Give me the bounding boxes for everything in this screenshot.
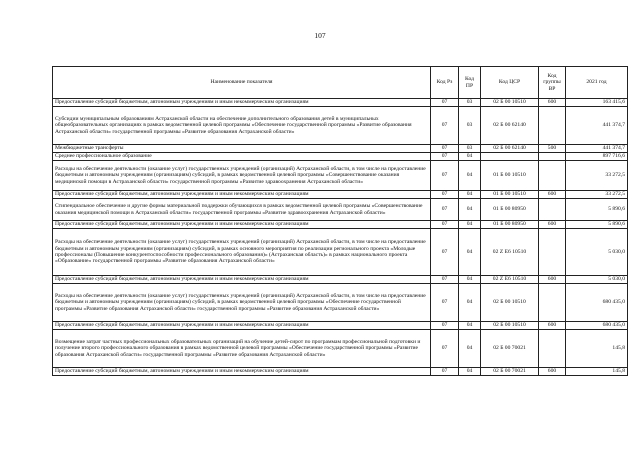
row-pr: 04: [459, 199, 481, 221]
table-row: [53, 221, 628, 229]
row-csr: [481, 153, 539, 161]
table-row: [53, 161, 628, 191]
header-rz: Код Рз: [431, 67, 459, 99]
row-rz: 07: [431, 322, 459, 330]
row-csr: 02 Б 00 62140: [481, 107, 539, 145]
row-vr: [539, 161, 566, 191]
row-amount: 145,8: [566, 368, 628, 376]
row-vr: 600: [539, 191, 566, 199]
header-name: Наименование показателя: [53, 67, 431, 99]
row-amount: 5 030,0: [566, 229, 628, 276]
table-row: [53, 199, 628, 221]
row-rz: 07: [431, 284, 459, 322]
row-csr: 02 Б 00 62140: [481, 145, 539, 153]
row-csr: 01 Б 00 10510: [481, 191, 539, 199]
row-vr: [539, 153, 566, 161]
row-name: Субсидии муниципальным образованиям Астраханской области на обеспечение дополнительного образования детей в муниципальных общеобразовательных организациях в рамках ведомственной целевой программы «Обеспечение государственной программы «Развитие образования Астраханской области» государственной программы «Развитие образования Астраханской области»: [53, 107, 431, 145]
row-amount: 680 435,0: [566, 284, 628, 322]
row-rz: 07: [431, 145, 459, 153]
table-row: [53, 368, 628, 376]
row-csr: 01 Б 00 10510: [481, 161, 539, 191]
row-vr: 600: [539, 276, 566, 284]
row-vr: [539, 330, 566, 368]
row-pr: 04: [459, 330, 481, 368]
row-csr: 02 Б 00 10510: [481, 99, 539, 107]
row-vr: [539, 229, 566, 276]
page-number: 107: [314, 31, 326, 40]
row-name: Предоставление субсидий бюджетным, автономным учреждениям и иным некоммерческим организациям: [53, 191, 431, 199]
row-amount: 163 415,6: [566, 99, 628, 107]
row-vr: [539, 199, 566, 221]
row-csr: 02 Б 00 70021: [481, 330, 539, 368]
row-pr: 04: [459, 284, 481, 322]
row-pr: 04: [459, 221, 481, 229]
row-name: Предоставление субсидий бюджетным, автономным учреждениям и иным некоммерческим организациям: [53, 99, 431, 107]
table-row: [53, 145, 628, 153]
row-name: Расходы на обеспечение деятельности (оказание услуг) государственных учреждений (организаций) Астраханской области, в том числе на предоставление бюджетным и автономным учреждениям (организациям) субсидий, в рамках ведомственной целевой программы «Совершенствование оказания медицинской помощи в Астраханской области» государственной программы «Развитие здравоохранения Астраханской области»: [53, 161, 431, 191]
table-row: [53, 229, 628, 276]
row-pr: 04: [459, 229, 481, 276]
row-vr: [539, 284, 566, 322]
row-rz: 07: [431, 221, 459, 229]
row-amount: 441 374,7: [566, 145, 628, 153]
row-pr: 03: [459, 145, 481, 153]
header-vr: Код группы ВР: [539, 67, 566, 99]
row-rz: 07: [431, 161, 459, 191]
row-rz: 07: [431, 276, 459, 284]
row-pr: 03: [459, 99, 481, 107]
row-name: Расходы на обеспечение деятельности (оказание услуг) государственных учреждений (организаций) Астраханской области, в том числе на предоставление бюджетным и автономным учреждениям (организациям) субсидий, в рамках основного мероприятия по реализации регионального проекта «Молодые профессионалы (Повышение конкурентоспособности профессионального образования)» (Астраханская область)» в рамках национального проекта «Образование» государственной программы «Развитие образования Астраханской области»: [53, 229, 431, 276]
row-amount: 680 435,0: [566, 322, 628, 330]
row-amount: 5 890,6: [566, 199, 628, 221]
row-csr: 02 Б 00 70021: [481, 368, 539, 376]
row-vr: 600: [539, 368, 566, 376]
row-vr: 600: [539, 322, 566, 330]
row-rz: 07: [431, 153, 459, 161]
row-pr: 03: [459, 107, 481, 145]
row-name: Расходы на обеспечение деятельности (оказание услуг) государственных учреждений (организаций) Астраханской области, в том числе на предоставление бюджетным и автономным учреждениям (организациям) субсидий, в рамках ведомственной целевой программы «Обеспечение государственной программы «Развитие образования Астраханской области» государственной программы «Развитие образования Астраханской области»: [53, 284, 431, 322]
row-csr: 02 Z Е6 10510: [481, 229, 539, 276]
row-name: Межбюджетные трансферты: [53, 145, 431, 153]
row-csr: 01 Б 00 80950: [481, 221, 539, 229]
row-amount: 33 272,5: [566, 191, 628, 199]
header-csr: Код ЦСР: [481, 67, 539, 99]
table-row: [53, 330, 628, 368]
row-csr: 02 Б 00 10510: [481, 284, 539, 322]
row-amount: 145,8: [566, 330, 628, 368]
row-rz: 07: [431, 229, 459, 276]
row-pr: 04: [459, 191, 481, 199]
table-row: [53, 99, 628, 107]
row-pr: 04: [459, 161, 481, 191]
table-row: [53, 284, 628, 322]
row-name: Предоставление субсидий бюджетным, автономным учреждениям и иным некоммерческим организациям: [53, 276, 431, 284]
row-name: Возмещение затрат частных профессиональных образовательных организаций на обучение детей-сирот по программам профессиональной подготовки и получение второго профессионального образования в рамках ведомственной целевой программы «Обеспечение государственной программы «Развитие образования Астраханской области» государственной программы «Развитие образования Астраханской области»: [53, 330, 431, 368]
row-amount: 33 272,5: [566, 161, 628, 191]
table-row: [53, 107, 628, 145]
row-pr: 04: [459, 368, 481, 376]
row-amount: 5 030,0: [566, 276, 628, 284]
row-vr: [539, 107, 566, 145]
row-name: Предоставление субсидий бюджетным, автономным учреждениям и иным некоммерческим организациям: [53, 322, 431, 330]
row-name: Предоставление субсидий бюджетным, автономным учреждениям и иным некоммерческим организациям: [53, 221, 431, 229]
table-row: [53, 153, 628, 161]
row-pr: 04: [459, 276, 481, 284]
header-pr: Код ПР: [459, 67, 481, 99]
row-rz: 07: [431, 107, 459, 145]
table-row: [53, 276, 628, 284]
row-rz: 07: [431, 330, 459, 368]
row-csr: 01 Б 00 80950: [481, 199, 539, 221]
row-rz: 07: [431, 99, 459, 107]
row-csr: 02 Z Е6 10510: [481, 276, 539, 284]
row-vr: 600: [539, 221, 566, 229]
row-vr: 600: [539, 99, 566, 107]
row-amount: 5 890,6: [566, 221, 628, 229]
row-pr: 04: [459, 322, 481, 330]
row-name: Стипендиальное обеспечение и другие формы материальной поддержки обучающихся в рамках ведомственной целевой программы «Совершенствование оказания медицинской помощи в Астраханской области» государственной программы «Развитие здравоохранения Астраханской области»: [53, 199, 431, 221]
budget-table: [52, 66, 628, 376]
row-amount: 441 374,7: [566, 107, 628, 145]
row-pr: 04: [459, 153, 481, 161]
row-name: Предоставление субсидий бюджетным, автономным учреждениям и иным некоммерческим организациям: [53, 368, 431, 376]
table-header-row: [53, 67, 628, 99]
row-vr: 500: [539, 145, 566, 153]
header-year: 2021 год: [566, 67, 628, 99]
row-name: Среднее профессиональное образование: [53, 153, 431, 161]
row-csr: 02 Б 00 10510: [481, 322, 539, 330]
row-rz: 07: [431, 368, 459, 376]
row-rz: 07: [431, 199, 459, 221]
row-rz: 07: [431, 191, 459, 199]
row-amount: 897 716,6: [566, 153, 628, 161]
table-row: [53, 191, 628, 199]
table-row: [53, 322, 628, 330]
